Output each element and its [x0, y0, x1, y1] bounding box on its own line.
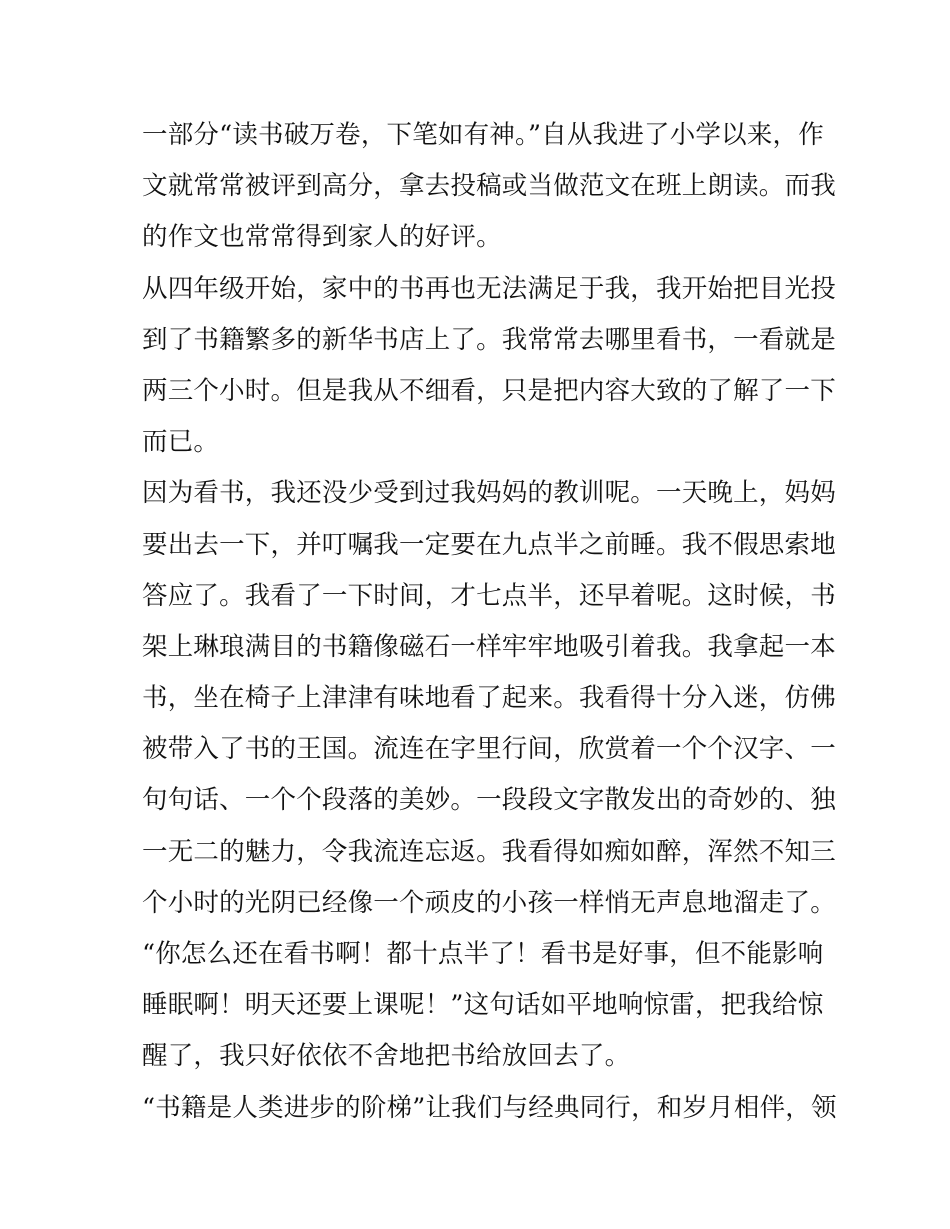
text-line: 一无二的魅力，令我流连忘返。我看得如痴如醉，浑然不知三 [142, 836, 836, 867]
text-line: 个小时的光阴已经像一个顽皮的小孩一样悄无声息地溜走了。 [142, 887, 836, 918]
text-line: 的作文也常常得到家人的好评。 [142, 222, 502, 253]
text-line: 文就常常被评到高分，拿去投稿或当做范文在班上朗读。而我 [142, 171, 836, 202]
text-line: 要出去一下，并叮嘱我一定要在九点半之前睡。我不假思索地 [142, 529, 836, 560]
text-line: 被带入了书的王国。流连在字里行间，欣赏着一个个汉字、一 [142, 734, 836, 765]
essay-text [142, 110, 837, 1134]
text-line: “你怎么还在看书啊！都十点半了！看书是好事，但不能影响 [142, 939, 824, 969]
text-line: 书，坐在椅子上津津有味地看了起来。我看得十分入迷，仿佛 [142, 683, 836, 714]
text-line: 睡眠啊！明天还要上课呢！”这句话如平地响惊雷，把我给惊 [142, 990, 824, 1021]
text-line: 因为看书，我还没少受到过我妈妈的教训呢。一天晚上，妈妈 [142, 478, 836, 509]
text-line: 两三个小时。但是我从不细看，只是把内容大致的了解了一下 [142, 375, 836, 406]
text-line: 醒了，我只好依依不舍地把书给放回去了。 [142, 1041, 631, 1072]
text-line: 到了书籍繁多的新华书店上了。我常常去哪里看书，一看就是 [142, 324, 836, 355]
text-line: “书籍是人类进步的阶梯”让我们与经典同行，和岁月相伴，领 [142, 1092, 837, 1123]
text-line: 句句话、一个个段落的美妙。一段段文字散发出的奇妙的、独 [142, 785, 836, 816]
text-line: 一部分“读书破万卷，下笔如有神。”自从我进了小学以来，作 [142, 120, 824, 150]
text-line: 而已。 [142, 427, 220, 458]
text-line: 答应了。我看了一下时间，才七点半，还早着呢。这时候，书 [142, 580, 836, 611]
text-line: 从四年级开始，家中的书再也无法满足于我，我开始把目光投 [142, 273, 836, 304]
text-line: 架上琳琅满目的书籍像磁石一样牢牢地吸引着我。我拿起一本 [142, 631, 836, 662]
